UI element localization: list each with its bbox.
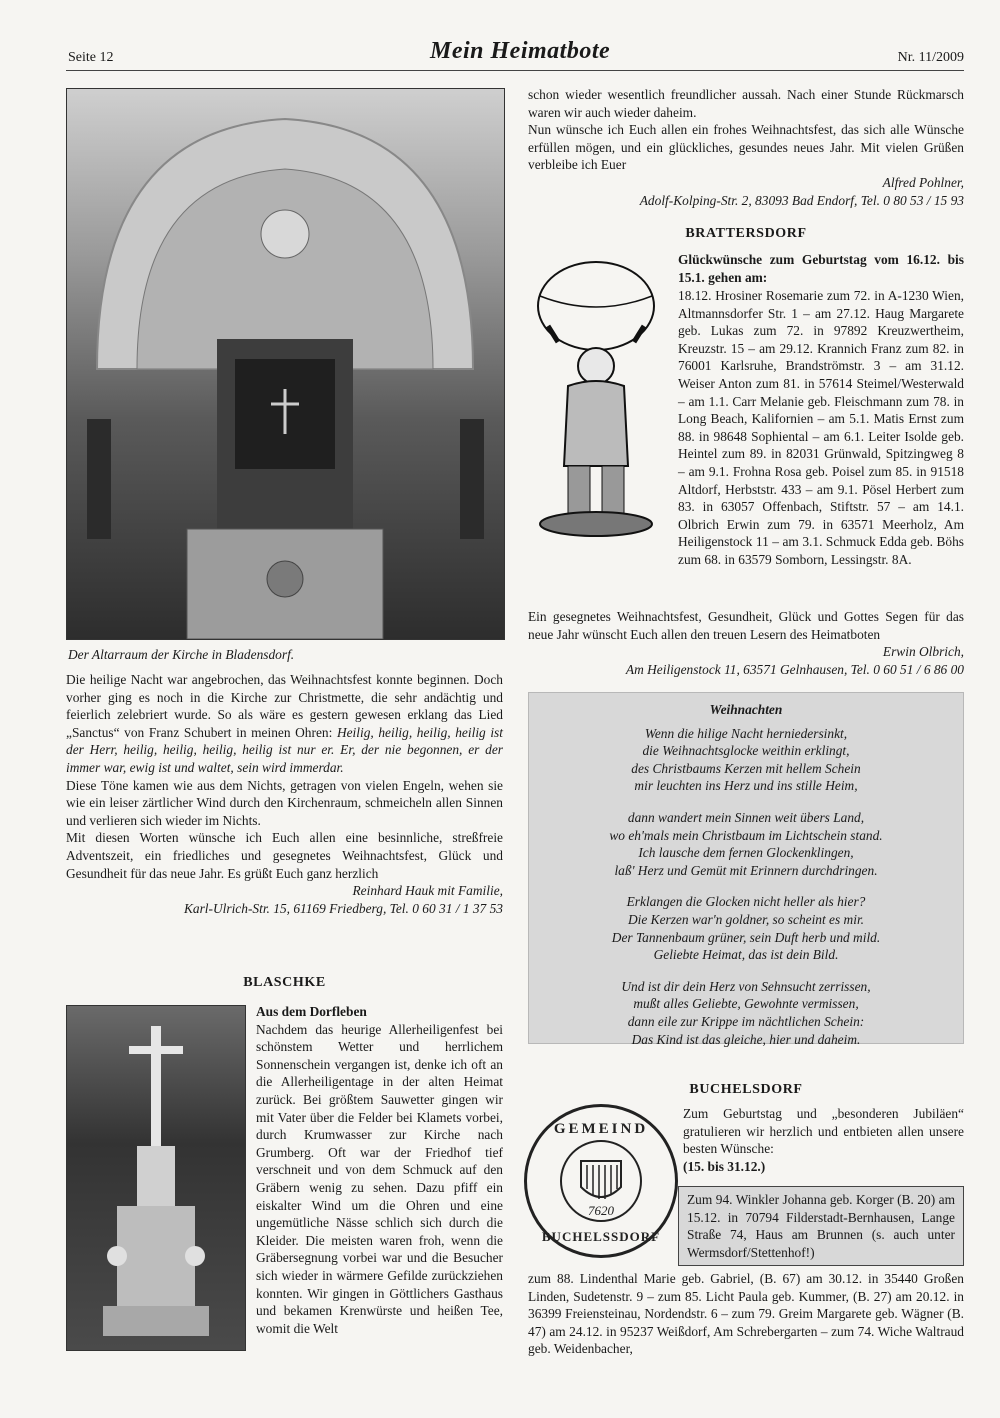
gemeinde-stamp xyxy=(524,1104,678,1258)
crucifix-illustration xyxy=(67,1006,245,1350)
hauk-signature-name: Reinhard Hauk mit Familie, xyxy=(352,883,503,899)
stamp-year: 7620 xyxy=(588,1203,614,1218)
buchelsdorf-list-text: zum 88. Lindenthal Marie geb. Gabriel, (B. 67) am 30.12. in 35440 Großen Linden, Sudetenstr. 9 – zum 85. Licht Paula geb. Kummer, (B. 27) am 20.12. in 36399 Freiensteinau, Nordendstr. 6 – zum 79. Greim Margarete geb. Wägner (B. 47) am 24.12. in 95237 Weißdorf, Am Schrebergarten – zum 74. Wiche Waltraud geb. Weidenbacher, xyxy=(528,1271,964,1357)
hauk-paragraph-3: Mit diesen Worten wünsche ich Euch allen eine besinnliche, streßfreie Adventszeit, ein friedliches und gesegnetes Weihnachtsfest, Glück und Gesundheit für das neue Jahr. Es grüßt Euch ganz herzlich xyxy=(66,830,503,881)
poem-stanza-2: dann wandert mein Sinnen weit übers Land, wo eh'mals mein Christbaum im Lichtschein stand. Ich lausche dem fernen Glockenklingen, laß' Herz und Gemüt mit Erinnern durchdringen. xyxy=(609,809,883,878)
segen-text: Ein gesegnetes Weihnachtsfest, Gesundheit, Glück und Gottes Segen für das neue Jahr wünscht Euch allen den treuen Lesern des Heimatboten xyxy=(528,609,964,642)
weihnachten-poem xyxy=(528,692,964,1047)
olbrich-signature-name: Erwin Olbrich, xyxy=(882,644,964,660)
stamp-seal-icon xyxy=(527,1107,675,1255)
page-number: Seite 12 xyxy=(68,50,114,65)
pohlner-text-1: schon wieder wesentlich freundlicher aussah. Nach einer Stunde Rückmarsch waren wir auch wieder daheim. xyxy=(528,87,964,120)
poem-stanza-1: Wenn die hilige Nacht herniedersinkt, die Weihnachtsglocke weithin erklingt, des Christbaums Kerzen mit hellem Schein mir leuchten ins Herz und ins stille Heim, xyxy=(631,725,861,794)
hauk-paragraph-2: Diese Töne kamen wie aus dem Nichts, getragen von vielen Engeln, wehen sie wie ein leiser zärtlicher Wind durch den Kirchenraum, schmeicheln allen Sinnen und verlieren sich wieder im Nichts. xyxy=(66,777,503,828)
header-rule xyxy=(66,70,964,71)
pohlner-text-2: Nun wünsche ich Euch allen ein frohes Weihnachtsfest, das sich alle Wünsche erfüllen mögen, und ein glückliches, gesundes neues Jahr. Mit vielen Grüßen verbleibe ich Euer xyxy=(528,122,964,173)
brattersdorf-birthdays xyxy=(678,287,964,569)
buchelsdorf-intro-text: Zum Geburtstag und „besonderen Jubiläen“ gratulieren wir herzlich und entbieten allen unsere besten Wünsche: xyxy=(683,1106,964,1157)
sanctus-lyrics: Heilig, heilig, heilig, heilig ist der Herr, heilig, heilig, heilig, heilig ist nur er. Er, der nie begonnen, er der immer war, ewig ist und waltet, sein wird immerdar. xyxy=(66,724,503,775)
stamp-top-text: GEMEIND xyxy=(553,1121,649,1137)
masthead-title: Mein Heimatbote xyxy=(430,38,611,64)
blaschke-heading: BLASCHKE xyxy=(243,975,326,990)
winkler-inset xyxy=(678,1186,964,1266)
pohlner-continuation xyxy=(528,86,964,209)
birthday-list: 18.12. Hrosiner Rosemarie zum 72. in A-1230 Wien, Altmannsdorfer Str. 1 – am 27.12. Haug Margarete geb. Lukas zum 72. in 97892 Kreuzwertheim, Kreuzstr. 15 – am 29.12. Krannich Franz zum 82. in 76001 Karlsruhe, Brandströmstr. 3 – am 31.12. Weiser Anton zum 81. in 57614 Steimel/Westerwald – am 1.1. Carr Melanie geb. Fleischmann zum 78. in Long Beach, Kalifornien – am 5.1. Matis Ernst zum 88. in 98648 Sophiental – am 6.1. Leiter Isolde geb. Heintel zum 89. in 82031 Grünwald, Spitzingweg 8 – am 9.1. Frohna Rosa geb. Poisel zum 85. in 91518 Altdorf, Herbststr. 433 – am 9.1. Pösel Herbert zum 83. in 63057 Offenbach, Stiftstr. 57 – am 14.1. Olbrich Erwin zum 79. in 63571 Meerholz, Am Heiligenstock 11 – am 3.1. Schmuck Edda geb. Böhs zum 68. in 63579 Somborn, Lessingstr. 8A. xyxy=(678,288,964,567)
atlas-figure xyxy=(528,256,664,541)
altar-photo xyxy=(66,88,505,640)
buchelsdorf-heading: BUCHELSDORF xyxy=(689,1082,803,1097)
buchelsdorf-list xyxy=(528,1270,964,1358)
dorfleben-article xyxy=(256,1003,503,1337)
stamp-bottom-text: BUCHELSSDORF xyxy=(541,1229,661,1244)
altar-illustration xyxy=(67,89,504,639)
winkler-text: Zum 94. Winkler Johanna geb. Korger (B. 20) am 15.12. in 70794 Filderstadt-Bernhausen, Lange Straße 74, Haus am Brunnen (s. auch unter Wermsdorf/Stettenhof!) xyxy=(687,1192,955,1260)
hauk-signature-address: Karl-Ulrich-Str. 15, 61169 Friedberg, Tel. 0 60 31 / 1 37 53 xyxy=(183,900,503,916)
crucifix-photo xyxy=(66,1005,246,1351)
dorfleben-text: Nachdem das heurige Allerheiligenfest bei schönstem Wetter und herrlichem Sonnenschein vergangen ist, denke ich oft an die Allerheiligentage in der alten Heimat zurück. Bei größtem Sauwetter gingen wir mit Vater über die Felder bei Klamets vorbei, durch Krumwasser zur Kirche nach Grumberg. Oft war der Friedhof tief verschneit und von dem Schmuck auf den Gräbern wenig zu sehen. Dazu pfiff ein eiskalter Wind um die Ohren und eine ungemütliche Nässe schlich sich durch die Kleider. Die meisten waren froh, wenn die Gräbersegnung vorbei war und die Besucher sich wieder in wärmere Gefilde zurückziehen konnten. Wir gingen in Göttlichers Gasthaus und bekamen Krenwürste und heißen Tee, womit die Welt xyxy=(256,1021,503,1336)
olbrich-greeting xyxy=(528,608,964,678)
hauk-paragraph-1: Die heilige Nacht war angebrochen, das Weihnachtsfest konnte beginnen. Doch vorher ging es noch in die Kirche zur Christmette, die sehr andächtig und feierlich zelebriert wurde. So als wäre es gestern gewesen erklang das Lied „Sanctus“ von Franz Schubert in meinen Ohren: xyxy=(66,672,503,740)
buchelsdorf-intro xyxy=(683,1105,964,1175)
poem-stanza-4: Und ist dir dein Herz von Sehnsucht zerrissen, mußt alles Geliebte, Gewohnte vermissen, dann eile zur Krippe im nächtlichen Schein: Das Kind ist das gleiche, hier und daheim. xyxy=(621,978,871,1047)
hauk-article xyxy=(66,671,503,917)
glueckwuensche-title: Glückwünsche zum Geburtstag vom 16.12. bis 15.1. gehen am: xyxy=(678,252,964,285)
atlas-illustration xyxy=(528,256,664,541)
poem-stanza-3: Erklangen die Glocken nicht heller als hier? Die Kerzen war'n goldner, so scheint es mir. Der Tannenbaum grüner, sein Duft herb und mild. Geliebte Heimat, das ist dein Bild. xyxy=(611,894,881,963)
photo-caption: Der Altarraum der Kirche in Bladensdorf. xyxy=(68,647,295,662)
olbrich-signature-address: Am Heiligenstock 11, 63571 Gelnhausen, Tel. 0 60 51 / 6 86 00 xyxy=(625,661,964,677)
issue-number: Nr. 11/2009 xyxy=(897,50,964,65)
pohlner-signature-name: Alfred Pohlner, xyxy=(882,174,964,190)
buchelsdorf-range: (15. bis 31.12.) xyxy=(683,1158,766,1174)
brattersdorf-heading: BRATTERSDORF xyxy=(685,226,807,241)
dorfleben-title: Aus dem Dorfleben xyxy=(256,1004,367,1019)
poem-title: Weihnachten xyxy=(709,702,783,717)
pohlner-signature-address: Adolf-Kolping-Str. 2, 83093 Bad Endorf, Tel. 0 80 53 / 15 93 xyxy=(639,192,964,208)
